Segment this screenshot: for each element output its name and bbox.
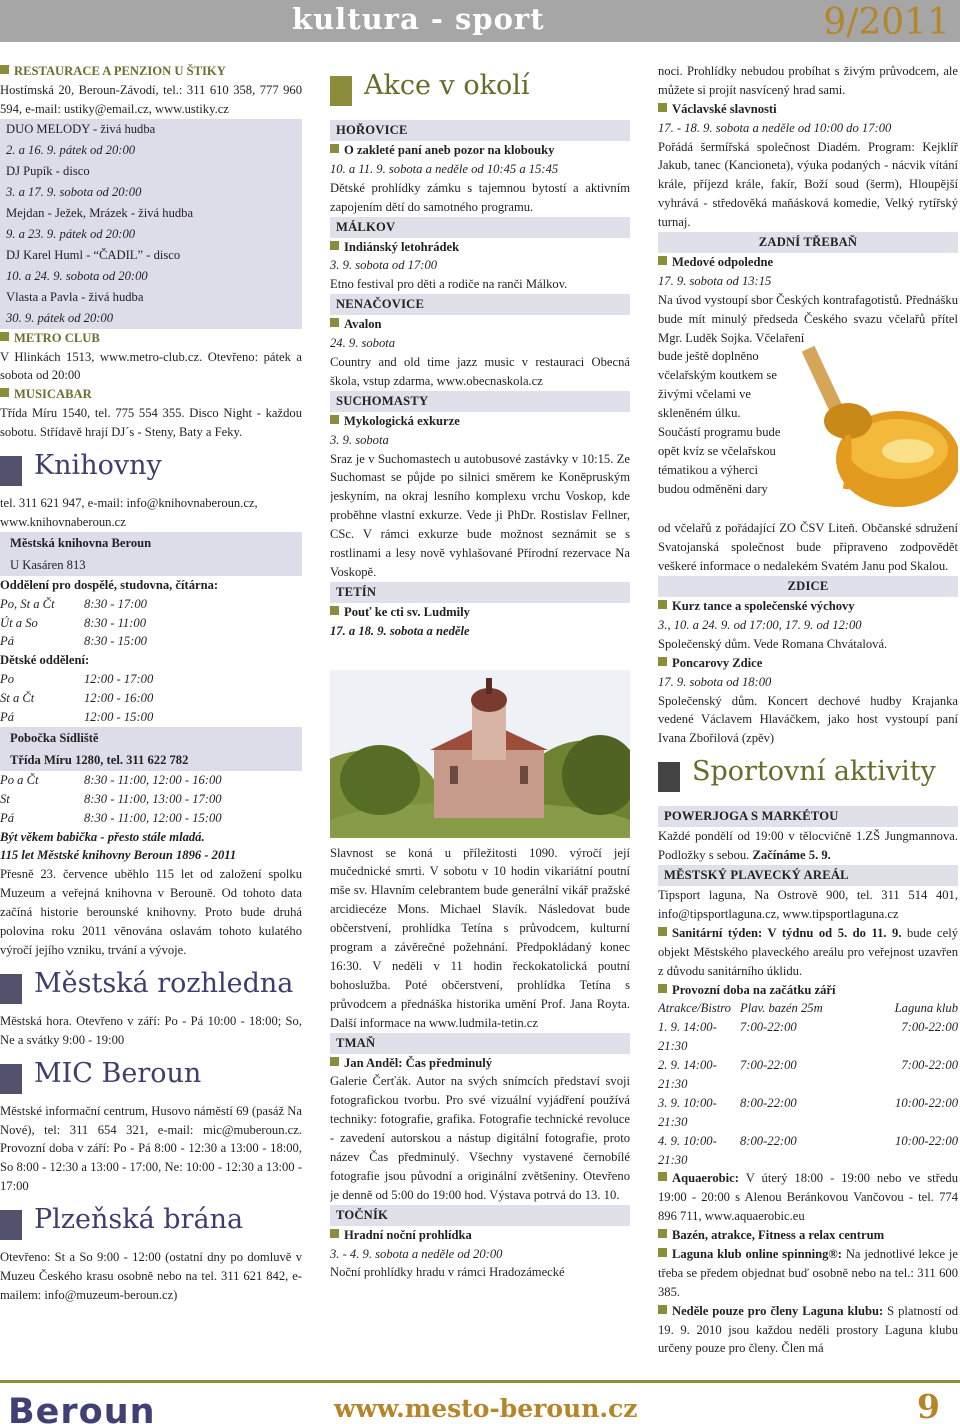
mic-text: Městské informační centrum, Husovo náměstí 69 (pasáž Na Nové), tel: 311 654 321, e-mail: mic@muberoun.cz. Provozní doba v září: Po - Pá 8:00 - 12:30 a 13:00 - 18:00, So 8:00 - 12:30 a 13:00 - 17:00, Ne: 10:00 - 12:30 a 13:00 - 17:00: [0, 1103, 302, 1194]
z-date: 17. 9. sobota od 13:15: [658, 273, 772, 288]
zd2-title: Poncarovy Zdice: [658, 654, 958, 673]
table-cell: 8:00-22:00: [740, 1133, 797, 1148]
event-name: Vlasta a Pavla - živá hudba: [0, 287, 302, 308]
aquaerobic: Aquaerobic: V úterý 18:00 - 19:00 nebo ve středu 19:00 - 20:00 s Alenou Beránkovou Vančovou - tel. 774 896 711, www.aquaerobic.eu: [658, 1171, 958, 1224]
musica-title: MUSICABAR: [0, 385, 302, 404]
knihovny-heading: Knihovny: [0, 446, 302, 486]
detske-cell: 12:00 - 16:00: [84, 691, 154, 706]
plzenska-heading: Plzeňská brána: [0, 1200, 302, 1240]
event-date: 3. a 17. 9. sobota od 20:00: [0, 182, 302, 203]
footer: [0, 1380, 960, 1424]
rozhledna-heading: Městská rozhledna: [0, 964, 302, 1004]
tc-title: Hradní noční prohlídka: [330, 1226, 630, 1245]
sport-heading: Sportovní aktivity: [658, 752, 958, 798]
table-cell: 7:00-22:00: [901, 1058, 958, 1073]
t-title: Pouť ke cti sv. Ludmily: [330, 603, 630, 622]
laguna: Laguna klub onlinе spinning®: Na jednotlivé lekce je třeba se předem objednat buď osobně nebo na tel.: 311 600 385.: [658, 1246, 958, 1299]
t-text: Slavnost se koná u příležitosti 1090. výročí její mučednické smrti. V sobotu v 10 hodin vikariátní poutní mše sv. Hlavním celebrantem bude generální vikář pražské arcidiecéze Mons. Michael Slavík. Následovat bude občerstvení, prohlídka Tetína s průvodcem, kulturní program a závěrečné požehnání. Předpokládaný konec 16:30. V neděli v 11 hodin řeckokatolická poutní bohoslužba. Poté občerstvení, prohlídka Tetína s průvodcem a přednáška historika umění Prof. Jana Royta. Další informace na www.ludmila-tetin.cz: [330, 845, 630, 1030]
place-malkov: MÁLKOV: [330, 217, 630, 238]
detske-cell: Pá: [0, 710, 14, 725]
tc-text: Noční prohlídky hradu v rámci Hradozámecké: [330, 1265, 565, 1280]
z-text-1: Na úvod vystoupí sbor Českých kontrafagotistů. Přednášku bude mít minulý předseda Českého svazu včelařů přítel Mgr. Luděk Sojka. Včelaření: [658, 292, 958, 345]
pobocka-name: Pobočka Sídliště: [0, 727, 302, 749]
table-cell: 7:00-22:00: [740, 1058, 797, 1073]
pobocka-cell: Pá: [0, 810, 14, 825]
provozni-title: Provozní doba na začátku září: [658, 981, 958, 1000]
n-title: Avalon: [330, 315, 630, 334]
place-tocnik: TOČNÍK: [330, 1205, 630, 1226]
pobocka-address: Třída Míru 1280, tel. 311 622 782: [0, 749, 302, 771]
place-tman: TMAŇ: [330, 1033, 630, 1054]
bazen-title: Bazén, atrakce, Fitness a relax centrum: [658, 1226, 958, 1245]
anniversary: 115 let Městské knihovny Beroun 1896 - 2011: [0, 848, 237, 863]
event-date: 30. 9. pátek od 20:00: [0, 308, 302, 329]
detske-cell: 12:00 - 15:00: [84, 710, 154, 725]
t-text-1: [330, 641, 630, 662]
detske-hours: [0, 670, 302, 727]
place-zdice: ZDICE: [658, 576, 958, 597]
nedele: Neděle pouze pro členy Laguna klubu: S platností od 19. 9. 2010 jsou každou neděli prostory Laguna klubu určeny pouze pro členy. Člen má: [658, 1303, 958, 1356]
lib-name: Městská knihovna Beroun: [0, 532, 302, 554]
place-suchomasty: SUCHOMASTY: [330, 391, 630, 412]
dospele-cell: Po, St a Čt: [0, 596, 55, 611]
section-title: kultura - sport: [292, 2, 545, 36]
tm-title: Jan Anděl: Čas předminulý: [330, 1054, 630, 1073]
beroun-logo: Beroun: [8, 1392, 156, 1424]
table-cell: 8:00-22:00: [740, 1095, 797, 1110]
table-cell: [826, 1132, 876, 1170]
table-cell: [826, 1056, 876, 1094]
place-tetin: TETÍN: [330, 582, 630, 603]
s-text: Sraz je v Suchomastech u autobusové zastávky v 10:15. Ze Suchomast se půjde po silnici směrem ke Koněpruským jeskyním, na okraj lesního komplexu vrchu Voskop, kde proběhne vlastní exkurze. Vede ji PhDr. Rostislav Fellner, CSc. V rámci exkurze bude možnost seznámit se s rostlinami a lesy nově vyhlašované Přírodní rezervace Na Voskopě.: [330, 451, 630, 579]
column-left: [0, 62, 302, 1305]
metro-title: METRO CLUB: [0, 329, 302, 348]
pobocka-hours: [0, 771, 302, 828]
honey-illustration: [788, 339, 958, 517]
pobocka-cell: St: [0, 791, 10, 806]
page-number: 9: [917, 1387, 940, 1424]
event-name: DUO MELODY - živá hudba: [0, 119, 302, 140]
zd2-date: 17. 9. sobota od 18:00: [658, 674, 772, 689]
column-middle: [330, 62, 630, 1282]
s-date: 3. 9. sobota: [330, 432, 389, 447]
s-title: Mykologická exkurze: [330, 412, 630, 431]
v-text: Pořádá šermířská společnost Diadém. Program: Kejklíř Jakub, tanec (Kancioneta), výuka podaných - nácvik vítání krále, příjezd krále, fakír, Boží soud (šerm), Hloupější vyhrává - středověká maňásková komedie, Velký rytířský turnaj.: [658, 139, 958, 230]
table-cell: 7:00-22:00: [901, 1020, 958, 1035]
tc-date: 3. - 4. 9. sobota a neděle od 20:00: [330, 1246, 503, 1261]
anniversary-text: Přesně 23. července uběhlo 115 let od založení spolku Muzeum a veřejná knihovna v Berouně. Od tohoto data začíná historie berounské knihovny. Proto bude druhá polovina roku 2011 věnována oslavám tohoto kulatého výročí jejího vzniku, trvání a vývoje.: [0, 867, 302, 957]
table-header-cell: Atrakce/Bistro: [658, 1001, 731, 1016]
table-cell: 2. 9. 14:00-21:30: [658, 1058, 717, 1091]
dospele-cell: Út a So: [0, 615, 38, 630]
v-date: 17. - 18. 9. sobota a neděle od 10:00 do 17:00: [658, 120, 892, 135]
event-date: 2. a 16. 9. pátek od 20:00: [0, 140, 302, 161]
event-name: Mejdan - Ježek, Mrázek - živá hudba: [0, 203, 302, 224]
dospele-cell: 8:30 - 15:00: [84, 634, 147, 649]
v-title: Václavské slavnosti: [658, 100, 958, 119]
powerjoga-band: POWERJOGA S MARKÉTOU: [658, 806, 958, 827]
table-cell: 1. 9. 14:00-21:30: [658, 1020, 717, 1054]
intro-text: noci. Prohlídky nebudou probíhat s živým průvodcem, ale můžete si projít nasvícený hrad sami.: [658, 64, 958, 97]
plzenska-text: Otevřeno: St a So 9:00 - 12:00 (ostatní dny po domluvě v Muzeu Českého krasu osobně nebo na tel. 311 621 842, e-mailem: info@muzeum-beroun.cz): [0, 1250, 302, 1302]
table-cell: 10:00-22:00: [895, 1133, 958, 1148]
z-text-2: bude ještě doplněno včelařským koutkem se živými včelami ve skleněném úlku. Součástí programu bude opět kvíz se včelařskou tématikou a výherci budou odměněni dary: [658, 349, 781, 496]
place-zadni-treban: ZADNÍ TŘEBAŇ: [658, 232, 958, 253]
powerjoga-text: Každé pondělí od 19:00 v tělocvičně 1.ZŠ Jungmannova. Podložky s sebou. Začínáme 5. 9.: [658, 829, 958, 863]
table-cell: [826, 1018, 876, 1056]
mic-heading: MIC Beroun: [0, 1054, 302, 1094]
table-cell: 7:00-22:00: [740, 1020, 797, 1035]
detske-cell: 12:00 - 17:00: [84, 672, 154, 687]
restaurace-address: Hostímská 20, Beroun-Závodí, tel.: 311 610 358, 777 960 594, e-mail: ustiky@email.cz, www.ustiky.cz: [0, 82, 302, 116]
dospele-cell: 8:30 - 11:00: [84, 615, 147, 630]
honey-block: [658, 347, 958, 519]
akce-heading: Akce v okolí: [330, 66, 630, 112]
rozhledna-text: Městská hora. Otevřeno v září: Po - Pá 10:00 - 18:00; So, Ne a svátky 9:00 - 19:00: [0, 1013, 302, 1047]
zd1-title: Kurz tance a společenské výchovy: [658, 597, 958, 616]
place-nenacovice: NENAČOVICE: [330, 294, 630, 315]
table-cell: 3. 9. 10:00-21:30: [658, 1095, 717, 1129]
event-list: [0, 119, 302, 329]
table-header-cell: Laguna klub: [894, 1001, 958, 1016]
dospele-cell: Pá: [0, 634, 14, 649]
t-date: 17. a 18. 9. sobota a neděle: [330, 623, 470, 638]
zd2-text: Společenský dům. Koncert dechové hudby Krajanka vedené Václavem Hlaváčkem, jako host vystoupí paní Ivana Zbořilová (zpěv): [658, 693, 958, 746]
event-date: 9. a 23. 9. pátek od 20:00: [0, 224, 302, 245]
table-header-cell: Plav. bazén 25m: [740, 1001, 823, 1016]
column-right: [658, 62, 958, 1358]
detske-title: Dětské oddělení:: [0, 653, 90, 668]
provozni-table: [658, 999, 958, 1169]
pobocka-cell: 8:30 - 11:00, 13:00 - 17:00: [84, 791, 222, 806]
m-date: 3. 9. sobota od 17:00: [330, 258, 438, 273]
header-bar: [0, 0, 960, 42]
h-title: O zakleté paní aneb pozor na klobouky: [330, 141, 630, 160]
metro-text: V Hlinkách 1513, www.metro-club.cz. Otevřeno: pátek a sobota od 20:00: [0, 349, 302, 383]
dospele-cell: 8:30 - 17:00: [84, 596, 147, 611]
slogan: Být věkem babičkа - přesto stále mladá.: [0, 829, 205, 844]
m-text: Etno festival pro děti a rodiče na ranči Málkov.: [330, 277, 568, 292]
n-date: 24. 9. sobota: [330, 336, 396, 351]
event-name: DJ Pupík - disco: [0, 161, 302, 182]
zd1-date: 3., 10. a 24. 9. od 17:00, 17. 9. od 12:00: [658, 618, 862, 633]
m-title: Indiánský letohrádek: [330, 238, 630, 257]
knihovny-contact: tel. 311 621 947, e-mail: info@knihovnaberoun.cz, www.knihovnaberoun.cz: [0, 496, 258, 529]
issue-number: 9/2011: [823, 2, 950, 43]
pobocka-cell: 8:30 - 11:00, 12:00 - 16:00: [84, 772, 222, 787]
plavecky-contact: Tipsport laguna, Na Ostrově 900, tel. 311 514 401, info@tipsportlaguna.cz, www.tipsportlaguna.cz: [658, 888, 958, 921]
h-date: 10. a 11. 9. sobota a neděle od 10:45 a 15:45: [330, 161, 559, 176]
table-cell: [826, 1094, 876, 1132]
lib-address: U Kasáren 813: [0, 554, 302, 576]
h-text: Dětské prohlídky zámku s tajemnou bytostí a aktivním zapojením dětí do samotného programu.: [330, 180, 630, 214]
event-date: 10. a 24. 9. sobota od 20:00: [0, 266, 302, 287]
zd1-text: Společenský dům. Vede Romana Chvátalová.: [658, 636, 888, 651]
plavecky-band: MĚSTSKÝ PLAVECKÝ AREÁL: [658, 865, 958, 886]
musica-text: Třída Míru 1540, tel. 775 554 355. Disco Night - každou sobotu. Střídavě hrají DJ´s - Steny, Baty a Feky.: [0, 406, 302, 440]
sanitarni: Sanitární týden: V týdnu od 5. do 11. 9. bude celý objekt Městského plaveckého areálu pro veřejnost uzavřen z důvodu sanitárního úklidu.: [658, 925, 958, 978]
table-cell: 10:00-22:00: [895, 1095, 958, 1110]
footer-line: [0, 1380, 960, 1383]
detske-cell: Po: [0, 672, 14, 687]
table-cell: 4. 9. 10:00-21:30: [658, 1133, 717, 1167]
place-horovice: HOŘOVICE: [330, 120, 630, 141]
detske-cell: St a Čt: [0, 691, 35, 706]
table-header-cell: [826, 999, 876, 1018]
church-photo: [330, 670, 630, 838]
pobocka-cell: 8:30 - 11:00, 12:00 - 15:00: [84, 810, 222, 825]
z-title: Medové odpoledne: [658, 253, 958, 272]
restaurace-title: RESTAURACE A PENZION U ŠTIKY: [0, 62, 302, 81]
website-link[interactable]: www.mesto-beroun.cz: [334, 1394, 638, 1423]
dospele-title: Oddělení pro dospělé, studovna, čítárna:: [0, 577, 219, 592]
dospele-hours: [0, 595, 302, 652]
z-text-3: od včelařů z pořádající ZO ČSV Liteň. Občanské sdružení Svatojanská společnost bude připraveno zodpovědět veškeré informace o nedalekém Svatém Janu pod Skalou.: [658, 521, 958, 574]
n-text: Country and old time jazz music v restauraci Obecná škola, vstup zdarma, www.obecnaskola.cz: [330, 355, 630, 388]
church-illustration: [330, 670, 630, 838]
pobocka-cell: Po a Čt: [0, 772, 39, 787]
tm-text: Galerie Čerťák. Autor na svých snímcích představí svoji fotografickou tvorbu. Pro své vizuální vyjádření používá techniky: fotografie, grafika. Fotografie technické revoluce - zavedení autorskou a nástup digitální fotografie, proto název Čas předminulý. Všechny vystavené černobílé fotografie jsou původní a originální zvětšeniny. Otevřeno je denně od 5:00 do 19:00 hod. Výstava potrvá do 13. 10.: [330, 1074, 630, 1202]
event-name: DJ Karel Huml - “ČADIL” - disco: [0, 245, 302, 266]
